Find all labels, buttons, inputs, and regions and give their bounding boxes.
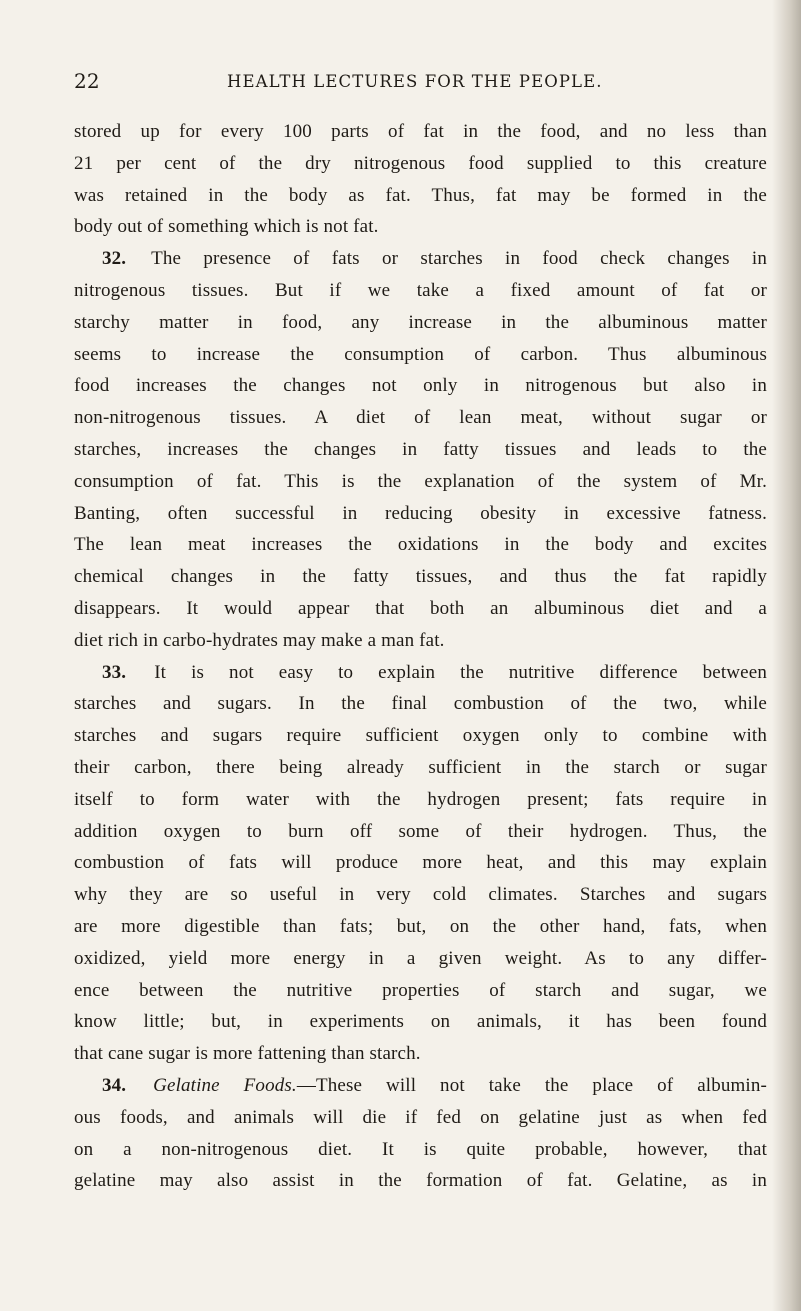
section-title: Gelatine Foods. <box>153 1074 297 1096</box>
text-line: starches, increases the changes in fatty tissues and leads to the <box>74 438 767 460</box>
text-line: oxidized, yield more energy in a given weight. As to any differ- <box>74 947 767 969</box>
text-line: The lean meat increases the oxidations in the body and excites <box>74 534 767 556</box>
text-line: that cane sugar is more fattening than starch. <box>74 1043 421 1065</box>
text-line: body out of something which is not fat. <box>74 216 379 238</box>
text-line: starches and sugars require sufficient oxygen only to combine with <box>74 725 767 747</box>
section-number: 34. <box>102 1074 127 1096</box>
text-line: non-nitrogenous tissues. A diet of lean meat, without sugar or <box>74 407 767 429</box>
text-line: food increases the changes not only in nitrogenous but also in <box>74 375 767 397</box>
text-line: was retained in the body as fat. Thus, fat may be formed in the <box>74 184 767 206</box>
text-line: ous foods, and animals will die if fed on gelatine just as when fed <box>74 1106 767 1128</box>
text-line: seems to increase the consumption of carbon. Thus albuminous <box>74 343 767 365</box>
text-line: nitrogenous tissues. But if we take a fixed amount of fat or <box>74 279 767 301</box>
running-head: HEALTH LECTURES FOR THE PEOPLE. <box>227 72 603 91</box>
text-line: are more digestible than fats; but, on the other hand, fats, when <box>74 915 767 937</box>
section-number: 32. <box>102 248 127 270</box>
text-line: consumption of fat. This is the explanation of the system of Mr. <box>74 470 767 492</box>
text-line: Banting, often successful in reducing obesity in excessive fatness. <box>74 502 767 524</box>
section-number: 33. <box>102 661 127 683</box>
text-line: disappears. It would appear that both an albuminous diet and a <box>74 597 767 619</box>
text-line: 21 per cent of the dry nitrogenous food supplied to this creature <box>74 152 767 174</box>
body-text <box>74 116 767 1197</box>
section-33-line: 33. It is not easy to explain the nutritive difference between <box>102 661 767 683</box>
text-line: addition oxygen to burn off some of their hydrogen. Thus, the <box>74 820 767 842</box>
text-line: chemical changes in the fatty tissues, and thus the fat rapidly <box>74 566 767 588</box>
text-line: on a non-nitrogenous diet. It is quite probable, however, that <box>74 1138 767 1160</box>
text-line: ence between the nutritive properties of starch and sugar, we <box>74 979 767 1001</box>
text-line: why they are so useful in very cold climates. Starches and sugars <box>74 884 767 906</box>
text-line: gelatine may also assist in the formation of fat. Gelatine, as in <box>74 1170 767 1192</box>
text-line: stored up for every 100 parts of fat in the food, and no less than <box>74 121 767 142</box>
text-line: itself to form water with the hydrogen present; fats require in <box>74 788 767 810</box>
section-32-line: 32. The presence of fats or starches in food check changes in <box>102 248 767 270</box>
text-line: know little; but, in experiments on animals, it has been found <box>74 1011 767 1033</box>
text-line: combustion of fats will produce more heat, and this may explain <box>74 852 767 874</box>
section-34-line: 34. Gelatine Foods.—These will not take the place of albumin- <box>102 1074 767 1096</box>
text-line: starches and sugars. In the final combustion of the two, while <box>74 693 767 715</box>
page-number: 22 <box>74 69 100 93</box>
text-line: starchy matter in food, any increase in the albuminous matter <box>74 311 767 333</box>
text-line: their carbon, there being already sufficient in the starch or sugar <box>74 756 767 778</box>
text-line: diet rich in carbo-hydrates may make a man fat. <box>74 629 445 651</box>
